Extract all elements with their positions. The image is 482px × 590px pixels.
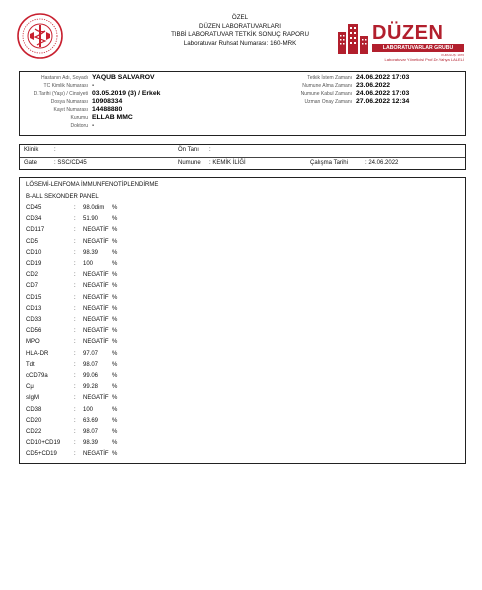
- result-separator: :: [74, 440, 76, 447]
- duzen-logo: [336, 22, 464, 64]
- result-value: 100: [83, 261, 94, 267]
- result-marker-name: CD13: [26, 305, 42, 312]
- sample-info-box: [19, 144, 466, 170]
- results-box: [19, 177, 466, 464]
- result-value: 100: [83, 406, 94, 413]
- result-separator: :: [74, 417, 76, 424]
- result-value: 98.07: [83, 361, 99, 368]
- patient-field-label: Dosya Numarası: [50, 99, 88, 105]
- result-row: [26, 339, 226, 350]
- result-marker-name: cCD79a: [26, 373, 48, 379]
- result-unit: %: [112, 227, 118, 234]
- result-marker-name: CD19: [26, 261, 42, 267]
- result-separator: :: [74, 361, 76, 368]
- result-row: [26, 205, 226, 216]
- result-unit: %: [112, 406, 118, 413]
- result-row: [26, 440, 226, 451]
- result-row: [26, 295, 226, 306]
- result-row: [26, 451, 226, 462]
- result-marker-name: CD56: [26, 328, 42, 335]
- result-unit: %: [112, 205, 118, 211]
- result-value: NEGATİF: [83, 339, 109, 346]
- result-marker-name: HLA-DR: [26, 350, 49, 357]
- result-value: NEGATİF: [83, 317, 109, 323]
- date-field-label: Numune Kabul Zamanı: [300, 91, 352, 97]
- numune-label: Numune: [178, 160, 201, 166]
- date-field-value: 27.06.2022 12:34: [356, 98, 410, 105]
- result-separator: :: [74, 227, 76, 234]
- result-separator: :: [74, 238, 76, 245]
- result-separator: :: [74, 205, 76, 211]
- result-separator: :: [74, 294, 76, 301]
- result-unit: %: [112, 361, 118, 368]
- date-field-label: Uzman Onay Zamanı: [304, 99, 352, 105]
- numune-value: : KEMİK İLİĞİ: [209, 160, 246, 166]
- on-tani-label: Ön Tanı: [178, 147, 199, 153]
- date-field-label: Tetkik İstem Zamanı: [307, 75, 352, 81]
- result-unit: %: [112, 272, 118, 279]
- patient-field-label: Kurumu: [70, 115, 88, 121]
- result-value: 98.39: [83, 440, 99, 447]
- patient-field-value: -: [92, 82, 95, 89]
- header-line-report: TIBBİ LABORATUVAR TETKİK SONUÇ RAPORU: [171, 31, 309, 38]
- result-unit: %: [112, 283, 118, 290]
- patient-field-value: 14488880: [92, 106, 123, 113]
- result-unit: %: [112, 294, 118, 301]
- calisma-tarihi-value: : 24.06.2022: [365, 160, 399, 166]
- result-separator: :: [74, 373, 76, 379]
- result-value: 99.06: [83, 373, 99, 379]
- date-field-value: 24.06.2022 17:03: [356, 90, 410, 97]
- result-unit: %: [112, 384, 118, 391]
- date-field-value: 24.06.2022 17:03: [356, 74, 410, 81]
- result-separator: :: [74, 384, 76, 391]
- result-unit: %: [112, 417, 118, 424]
- result-row: [26, 384, 226, 395]
- date-field-value: 23.06.2022: [356, 82, 391, 89]
- result-unit: %: [112, 249, 118, 256]
- result-row: [26, 362, 226, 373]
- result-row: [26, 216, 226, 227]
- result-unit: %: [112, 261, 118, 267]
- result-marker-name: CD7: [26, 283, 39, 290]
- patient-field-value: 10908334: [92, 98, 123, 105]
- result-row: [26, 261, 226, 272]
- on-tani-value: :: [209, 147, 211, 153]
- result-row: [26, 429, 226, 440]
- result-separator: :: [74, 272, 76, 279]
- result-separator: :: [74, 249, 76, 256]
- result-row: [26, 239, 226, 250]
- result-separator: :: [74, 429, 76, 435]
- result-marker-name: CD22: [26, 429, 42, 435]
- result-separator: :: [74, 317, 76, 323]
- result-unit: %: [112, 238, 118, 245]
- result-unit: %: [112, 350, 118, 357]
- result-marker-name: MPO: [26, 339, 40, 346]
- logo-manager: Laboratuvar Yöneticisi Prof.Dr.Yahya LALELİ: [384, 57, 464, 62]
- result-row: [26, 418, 226, 429]
- result-row: [26, 407, 226, 418]
- result-row: [26, 395, 226, 406]
- result-marker-name: CD33: [26, 317, 42, 323]
- result-row: [26, 250, 226, 261]
- logo-group-bar: LABORATUVARLAR GRUBU: [372, 44, 464, 52]
- result-unit: %: [112, 373, 118, 379]
- result-unit: %: [112, 305, 118, 312]
- result-value: 99.28: [83, 384, 99, 391]
- result-marker-name: CD10+CD19: [26, 440, 61, 447]
- result-separator: :: [74, 305, 76, 312]
- result-marker-name: CD5+CD19: [26, 451, 57, 458]
- klinik-label: Klinik: [24, 147, 39, 153]
- result-separator: :: [74, 350, 76, 357]
- result-value: 63.69: [83, 417, 99, 424]
- result-separator: :: [74, 451, 76, 458]
- result-marker-name: CD5: [26, 238, 39, 245]
- building-logo-icon: [336, 22, 370, 56]
- result-marker-name: CD45: [26, 205, 42, 211]
- result-unit: %: [112, 216, 118, 223]
- result-row: [26, 306, 226, 317]
- result-value: NEGATİF: [83, 272, 109, 279]
- gate-label: Gate: [24, 160, 38, 166]
- sample-divider: [20, 157, 465, 158]
- patient-field-value: ELLAB MMC: [92, 114, 133, 121]
- patient-field-label: Doktoru: [70, 123, 88, 129]
- result-value: NEGATİF: [83, 283, 109, 290]
- ministry-seal-icon: [17, 13, 63, 59]
- result-marker-name: sIgM: [26, 395, 40, 402]
- result-marker-name: CD20: [26, 417, 42, 424]
- header-line-license: Laboratuvar Ruhsat Numarası: 160-MRK: [183, 39, 297, 47]
- result-row: [26, 351, 226, 362]
- panel-title: B-ALL SEKONDER PANEL: [26, 194, 99, 200]
- result-separator: :: [74, 216, 76, 223]
- patient-field-label: D.Tarihi (Yaşı) / Cinsiyeti: [33, 91, 88, 97]
- header-line-lab: DÜZEN LABORATUVARLARI: [199, 22, 281, 30]
- klinik-value: :: [54, 147, 56, 153]
- result-separator: :: [74, 328, 76, 335]
- calisma-tarihi-label: Çalışma Tarihi: [310, 160, 348, 166]
- date-field-label: Numune Alma Zamanı: [302, 83, 352, 89]
- result-value: 98.07: [83, 429, 99, 435]
- report-header: [0, 0, 482, 68]
- result-unit: %: [112, 440, 118, 447]
- result-value: 51.90: [83, 216, 99, 223]
- result-row: [26, 373, 226, 384]
- result-row: [26, 283, 226, 294]
- result-separator: :: [74, 406, 76, 413]
- result-marker-name: CD38: [26, 406, 42, 413]
- result-value: 97.07: [83, 350, 99, 357]
- patient-field-label: TC Kimlik Numarası: [43, 83, 88, 89]
- logo-wordmark: DÜZEN: [372, 22, 444, 44]
- result-unit: %: [112, 429, 118, 435]
- result-separator: :: [74, 395, 76, 402]
- result-marker-name: CD34: [26, 216, 42, 223]
- result-marker-name: CD2: [26, 272, 39, 279]
- result-row: [26, 317, 226, 328]
- result-unit: %: [112, 451, 118, 458]
- result-unit: %: [112, 339, 118, 346]
- result-marker-name: CD117: [26, 227, 45, 234]
- patient-field-label: Hastanın Adı, Soyadı: [41, 75, 88, 81]
- result-row: [26, 272, 226, 283]
- result-value: 98.39: [83, 249, 99, 256]
- gate-value: : SSC/CD45: [54, 160, 87, 166]
- result-value: NEGATİF: [83, 328, 109, 335]
- result-value: NEGATİF: [83, 395, 109, 402]
- result-value: NEGATİF: [83, 305, 109, 312]
- result-value: NEGATİF: [83, 451, 109, 458]
- result-marker-name: Tdt: [26, 361, 35, 368]
- result-separator: :: [74, 261, 76, 267]
- result-row: [26, 227, 226, 238]
- result-separator: :: [74, 339, 76, 346]
- patient-field-value: -: [92, 122, 95, 129]
- results-title: LÖSEMİ-LENFOMA İMMUNFENOTİPLENDİRME: [26, 182, 159, 188]
- result-marker-name: CD15: [26, 294, 42, 301]
- patient-field-label: Kayıt Numarası: [53, 107, 88, 113]
- result-unit: %: [112, 328, 118, 335]
- result-unit: %: [112, 317, 118, 323]
- logo-founded: KURULUŞ: 1976: [441, 53, 464, 57]
- report-header-text: [140, 14, 340, 48]
- header-line-ozel: ÖZEL: [231, 14, 249, 21]
- result-value: NEGATİF: [83, 238, 109, 245]
- result-marker-name: Cμ: [26, 384, 34, 391]
- patient-field-value: 03.05.2019 (3) / Erkek: [92, 90, 161, 97]
- patient-info-box: [19, 71, 466, 136]
- result-row: [26, 328, 226, 339]
- result-marker-name: CD10: [26, 249, 42, 256]
- result-value: NEGATİF: [83, 294, 109, 301]
- result-value: NEGATİF: [83, 227, 109, 234]
- result-separator: :: [74, 283, 76, 290]
- patient-field-value: YAQUB SALVAROV: [92, 74, 155, 81]
- result-value: 98.0dim: [83, 205, 105, 211]
- result-unit: %: [112, 395, 118, 402]
